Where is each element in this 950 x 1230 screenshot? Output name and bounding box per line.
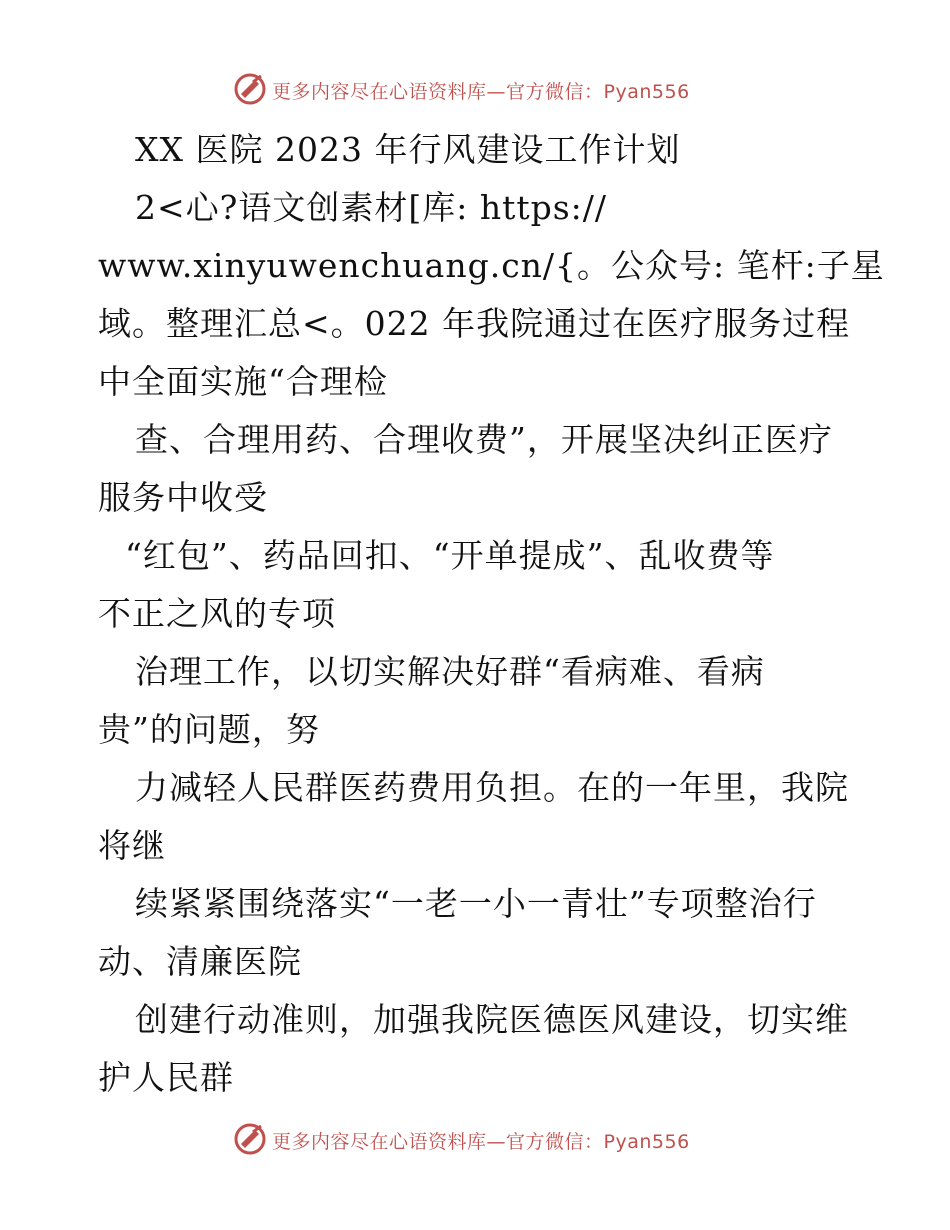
text-line: 创建行动准则，加强我院医德医风建设，切实维 <box>135 1000 849 1039</box>
text-line: www.xinyuwenchuang.cn/{。公众号: 笔杆:子星 <box>98 246 885 285</box>
text-line: 续紧紧围绕落实“一老一小一青壮”专项整治行 <box>135 884 817 923</box>
banner-text: 更多内容尽在心语资料库—官方微信：Pyan556 <box>272 81 690 103</box>
text-line: 2<心?语文创素材[库: https:// <box>135 188 608 227</box>
text-line: 服务中收受 <box>98 478 268 517</box>
text-line: 查、合理用药、合理收费”，开展坚决纠正医疗 <box>135 420 833 459</box>
text-line: 不正之风的专项 <box>98 594 336 633</box>
text-line: 护人民群 <box>98 1058 234 1097</box>
text-line: 域。整理汇总<。022 年我院通过在医疗服务过程 <box>98 304 851 343</box>
banner-text: 更多内容尽在心语资料库—官方微信：Pyan556 <box>272 1131 690 1153</box>
text-line: 贵”的问题，努 <box>98 710 320 749</box>
text-line: 将继 <box>98 826 166 865</box>
doc-title: XX 医院 2023 年行风建设工作计划 <box>135 130 681 169</box>
text-line: 动、清廉医院 <box>98 942 302 981</box>
logo-icon <box>233 1122 267 1156</box>
header-banner <box>0 70 950 110</box>
text-line: 治理工作，以切实解决好群“看病难、看病 <box>135 652 765 691</box>
logo-icon <box>233 72 267 106</box>
footer-banner <box>0 1120 950 1160</box>
text-line: 中全面实施“合理检 <box>98 362 388 401</box>
text-line: “红包”、药品回扣、“开单提成”、乱收费等 <box>125 536 775 575</box>
text-line: 力减轻人民群医药费用负担。在的一年里，我院 <box>135 768 849 807</box>
